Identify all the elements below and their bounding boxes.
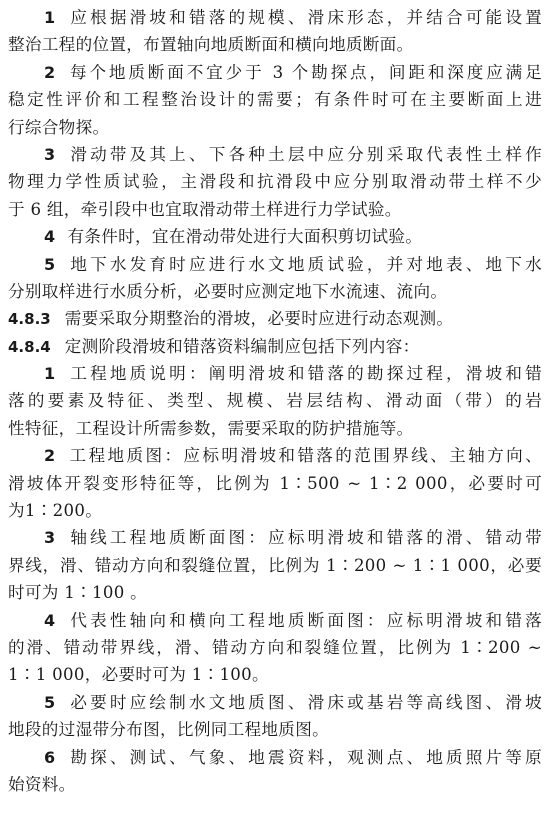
item-2-line-3 — [8, 114, 542, 141]
item-text: 时可为 1∶100 。 — [8, 583, 148, 603]
item-text: 工程地质图：应标明滑坡和错落的范围界线、主轴方向、 — [67, 446, 542, 466]
item-text: 分别取样进行水质分析，必要时应测定地下水流速、流向。 — [8, 281, 448, 301]
sub-item-3-line-3 — [8, 579, 542, 606]
item-number: 3 — [44, 528, 56, 548]
sub-item-1-line-1 — [8, 360, 542, 387]
sub-item-4-line-3 — [8, 661, 542, 688]
item-5-line-1 — [8, 251, 542, 278]
sub-item-3-line-2 — [8, 552, 542, 579]
item-5-line-2 — [8, 278, 542, 305]
clause-number: 4.8.4 — [8, 337, 51, 356]
item-number: 5 — [44, 254, 56, 274]
item-text: 勘探、测试、气象、地震资料，观测点、地质照片等原 — [67, 747, 542, 767]
item-number: 6 — [44, 747, 56, 767]
item-text: 物理力学性质试验，主滑段和抗滑段中应分别取滑动带土样不少 — [8, 172, 542, 192]
item-4-line-1 — [8, 223, 542, 250]
item-text: 有条件时，宜在滑动带处进行大面积剪切试验。 — [67, 227, 423, 247]
item-2-line-1 — [8, 59, 542, 86]
sub-item-2-line-1 — [8, 442, 542, 469]
sub-item-6-line-2 — [8, 771, 542, 798]
item-text: 为1∶200。 — [8, 501, 103, 521]
item-text: 落的要素及特征、类型、规模、岩层结构、滑动面（带）的岩 — [8, 391, 542, 411]
item-text: 必要时应绘制水文地质图、滑床或基岩等高线图、滑坡 — [67, 692, 542, 712]
sub-item-2-line-3 — [8, 497, 542, 524]
item-text: 整治工程的位置，布置轴向地质断面和横向地质断面。 — [8, 35, 414, 55]
item-text: 行综合物探。 — [8, 117, 110, 137]
item-text: 工程地质说明：阐明滑坡和错落的勘探过程，滑坡和错 — [67, 364, 542, 384]
item-number: 1 — [44, 364, 56, 384]
sub-item-1-line-2 — [8, 387, 542, 414]
item-text: 的滑、错动带界线，滑、错动方向和裂缝位置，比例为 1∶200 ~ — [8, 637, 542, 657]
item-text: 1∶1 000，必要时可为 1∶100。 — [8, 665, 269, 685]
item-number: 5 — [44, 692, 56, 712]
item-text: 性特征，工程设计所需参数，需要采取的防护措施等。 — [8, 418, 414, 438]
sub-item-4-line-2 — [8, 634, 542, 661]
item-text: 地段的过湿带分布图，比例同工程地质图。 — [8, 720, 329, 740]
item-number: 3 — [44, 144, 56, 164]
item-text: 界线，滑、错动方向和裂缝位置，比例为 1∶200 ~ 1∶1 000，必要 — [8, 555, 542, 575]
sub-item-2-line-2 — [8, 470, 542, 497]
clause-4-8-3 — [8, 305, 542, 332]
item-number: 2 — [44, 62, 56, 82]
item-text: 于 6 组，牵引段中也宜取滑动带土样进行力学试验。 — [8, 199, 402, 219]
sub-item-6-line-1 — [8, 744, 542, 771]
item-text: 每个地质断面不宜少于 3 个勘探点，间距和深度应满足 — [67, 62, 542, 82]
sub-item-5-line-2 — [8, 716, 542, 743]
sub-item-1-line-3 — [8, 415, 542, 442]
item-text: 始资料。 — [8, 774, 76, 794]
item-number: 1 — [44, 8, 56, 27]
clause-text: 定测阶段滑坡和错落资料编制应包括下列内容： — [64, 336, 420, 356]
item-text: 滑动带及其上、下各种土层中应分别采取代表性土样作 — [67, 144, 542, 164]
sub-item-5-line-1 — [8, 689, 542, 716]
item-number: 2 — [44, 446, 56, 466]
item-3-line-1 — [8, 141, 542, 168]
clause-number: 4.8.3 — [8, 310, 51, 329]
item-2-line-2 — [8, 86, 542, 113]
item-number: 4 — [44, 610, 56, 630]
item-3-line-3 — [8, 196, 542, 223]
item-text: 稳定性评价和工程整治设计的需要；有条件时可在主要断面上进 — [8, 90, 542, 110]
item-text: 代表性轴向和横向工程地质断面图：应标明滑坡和错落 — [67, 610, 542, 630]
item-number: 4 — [44, 227, 56, 247]
sub-item-4-line-1 — [8, 607, 542, 634]
item-1-line-1 — [8, 4, 542, 31]
clause-text: 需要采取分期整治的滑坡，必要时应进行动态观测。 — [64, 309, 454, 329]
item-3-line-2 — [8, 168, 542, 195]
item-text: 地下水发育时应进行水文地质试验，并对地表、地下水 — [67, 254, 542, 274]
clause-4-8-4 — [8, 333, 542, 360]
item-text: 轴线工程地质断面图：应标明滑坡和错落的滑、错动带 — [67, 528, 542, 548]
item-1-line-2 — [8, 31, 542, 58]
item-text: 滑坡体开裂变形特征等，比例为 1∶500 ~ 1∶2 000，必要时可 — [8, 473, 542, 493]
item-text: 应根据滑坡和错落的规模、滑床形态，并结合可能设置 — [67, 8, 542, 27]
sub-item-3-line-1 — [8, 524, 542, 551]
